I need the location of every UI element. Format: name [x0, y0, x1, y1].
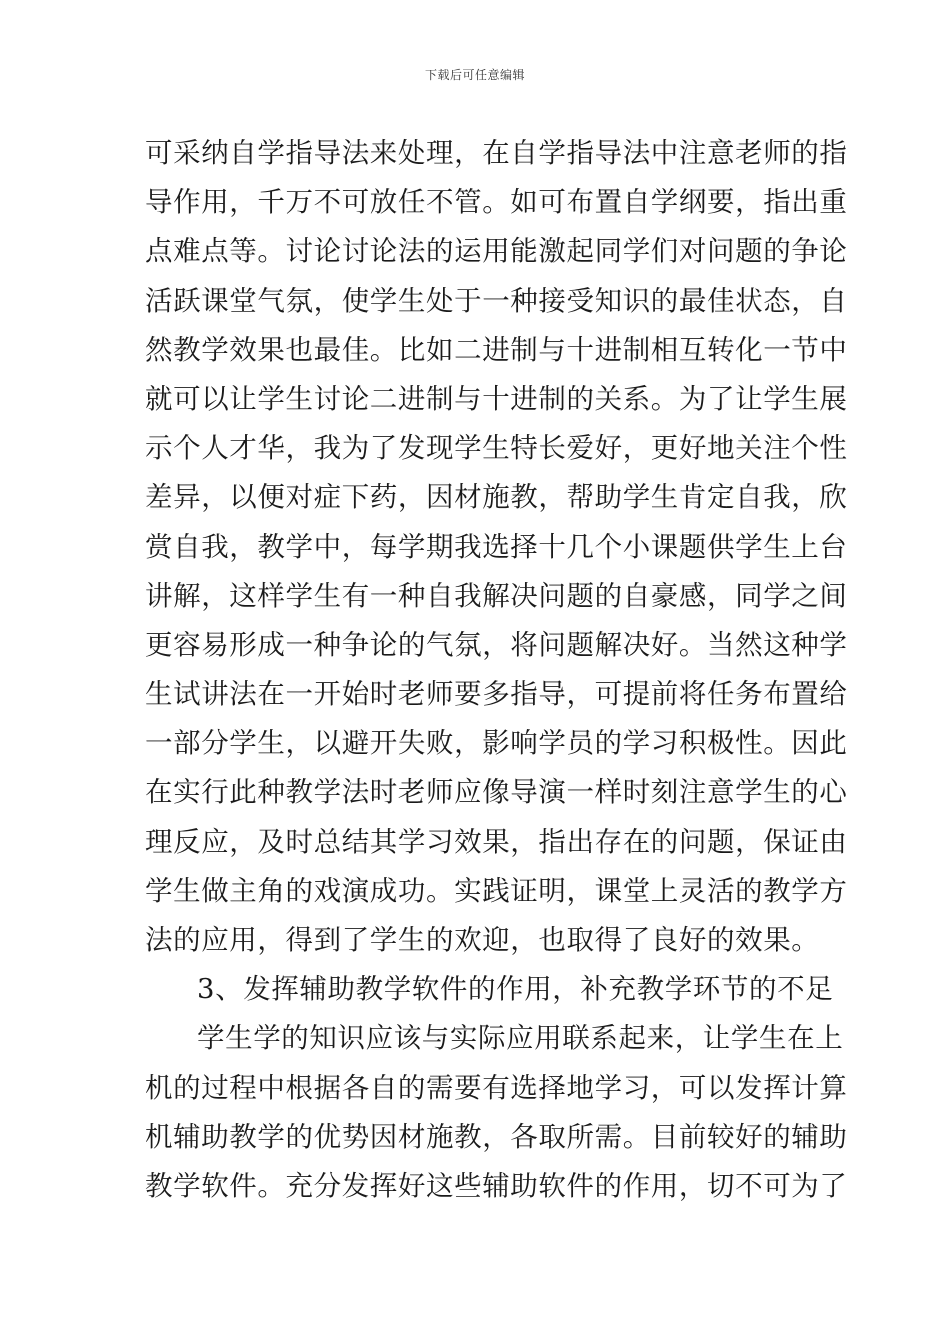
paragraph-line: 学生学的知识应该与实际应用联系起来，让学生在上 [197, 1022, 844, 1055]
paragraph-line: 点难点等。讨论讨论法的运用能激起同学们对问题的争论 [145, 235, 848, 268]
paragraph-line: 在实行此种教学法时老师应像导演一样时刻注意学生的心 [145, 776, 848, 809]
paragraph-line: 示个人才华，我为了发现学生特长爱好，更好地关注个性 [145, 432, 848, 465]
paragraph-line: 一部分学生，以避开失败，影响学员的学习积极性。因此 [145, 727, 848, 760]
paragraph-line: 学生做主角的戏演成功。实践证明，课堂上灵活的教学方 [145, 874, 848, 907]
body-text [145, 129, 848, 1211]
paragraph-line: 更容易形成一种争论的气氛，将问题解决好。当然这种学 [145, 628, 848, 661]
paragraph-line: 理反应，及时总结其学习效果，指出存在的问题，保证由 [145, 825, 848, 858]
paragraph-line: 可采纳自学指导法来处理，在自学指导法中注意老师的指 [145, 137, 848, 169]
paragraph-line: 就可以让学生讨论二进制与十进制的关系。为了让学生展 [145, 382, 848, 415]
paragraph-line: 生试讲法在一开始时老师要多指导，可提前将任务布置给 [145, 678, 848, 711]
paragraph-line: 然教学效果也最佳。比如二进制与十进制相互转化一节中 [145, 333, 848, 366]
paragraph-line: 机辅助教学的优势因材施教，各取所需。目前较好的辅助 [145, 1120, 848, 1153]
paragraph-line: 导作用，千万不可放任不管。如可布置自学纲要，指出重 [145, 186, 848, 219]
page-header: 下载后可任意编辑 [424, 68, 525, 82]
paragraph-line: 法的应用，得到了学生的欢迎，也取得了良好的效果。 [145, 924, 820, 956]
paragraph-line: 教学软件。充分发挥好这些辅助软件的作用，切不可为了 [145, 1169, 848, 1202]
section-heading: 3、发挥辅助教学软件的作用，补充教学环节的不足 [197, 973, 834, 1006]
paragraph-line: 活跃课堂气氛，使学生处于一种接受知识的最佳状态，自 [145, 284, 848, 317]
paragraph-line: 机的过程中根据各自的需要有选择地学习，可以发挥计算 [145, 1071, 848, 1104]
paragraph-line: 赏自我，教学中，每学期我选择十几个小课题供学生上台 [145, 530, 848, 563]
paragraph-line: 差异，以便对症下药，因材施教，帮助学生肯定自我，欣 [145, 481, 848, 514]
paragraph-line: 讲解，这样学生有一种自我解决问题的自豪感，同学之间 [145, 579, 848, 612]
